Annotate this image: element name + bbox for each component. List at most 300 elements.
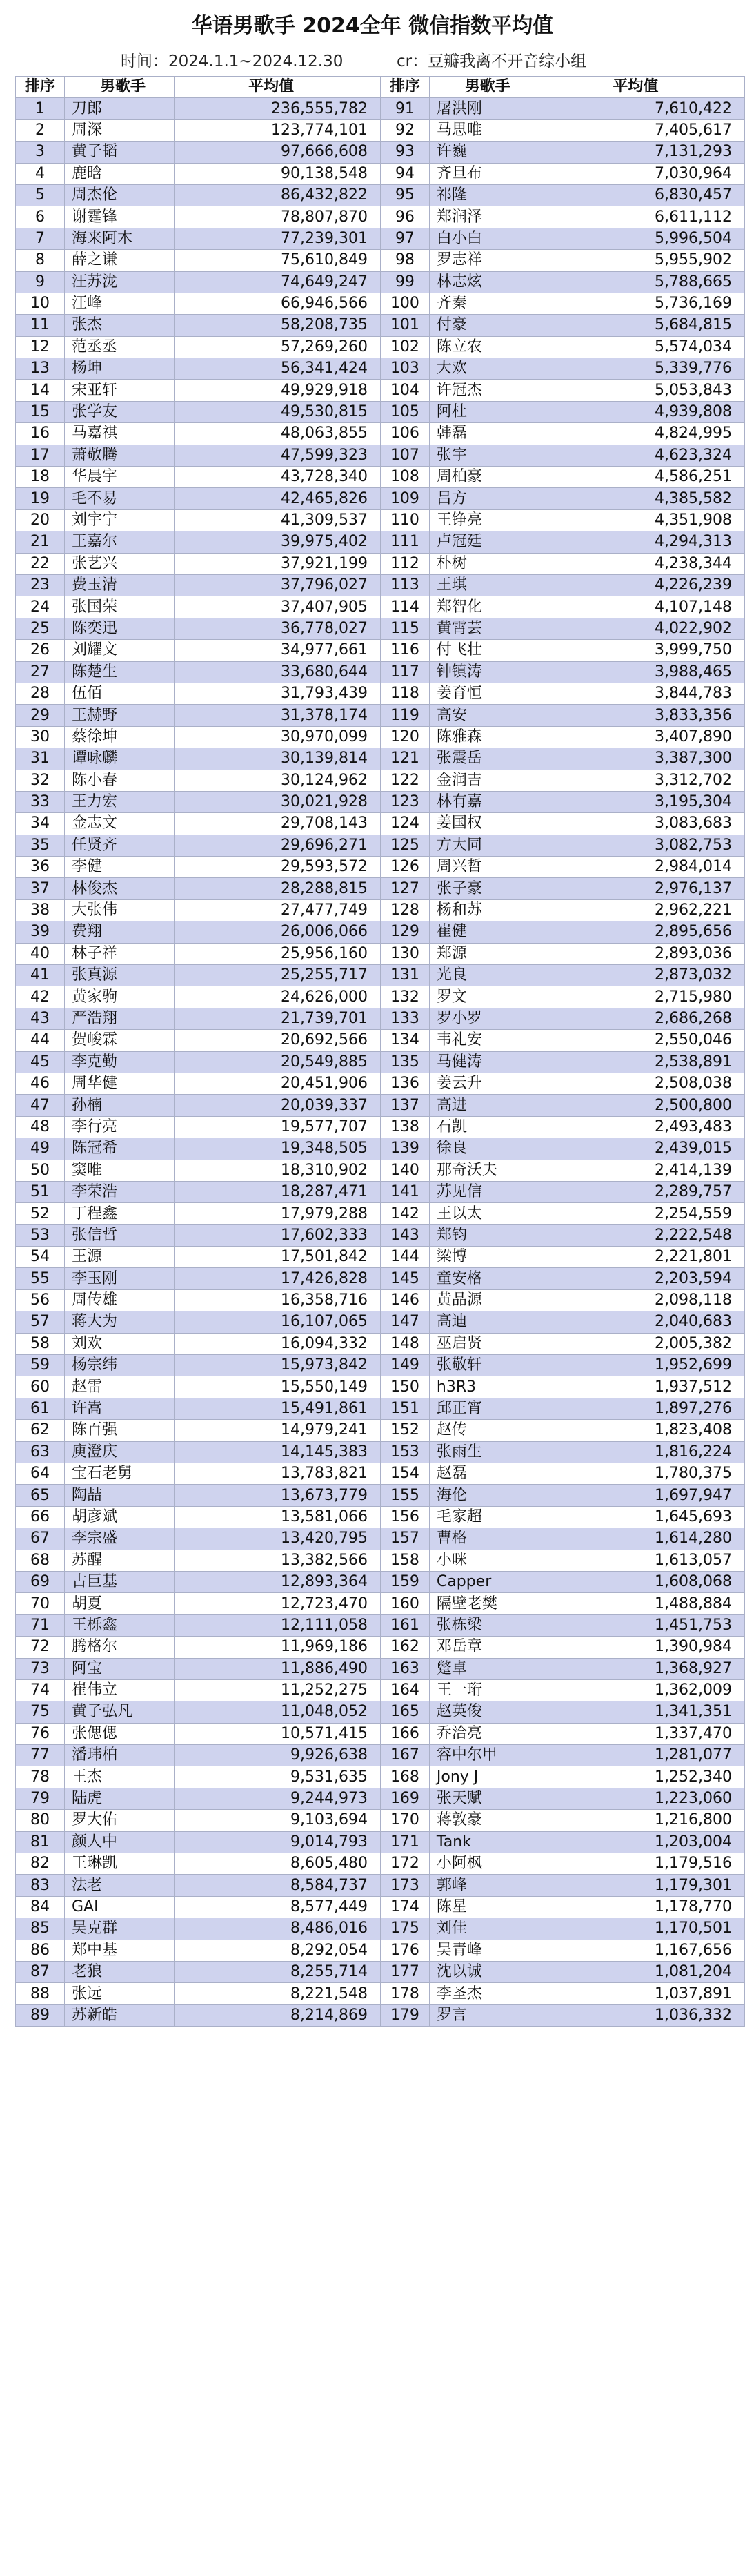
table-row <box>381 467 745 488</box>
rank-cell: 60 <box>16 1376 65 1398</box>
singer-name-cell: 刘耀文 <box>65 640 175 661</box>
average-value-cell: 19,577,707 <box>175 1116 381 1138</box>
singer-name-cell: 老狼 <box>65 1961 175 1982</box>
singer-name-cell: 古巨基 <box>65 1571 175 1592</box>
singer-name-cell: 高安 <box>429 705 539 726</box>
table-row <box>16 1983 381 2004</box>
rank-cell: 89 <box>16 2004 65 2026</box>
average-value-cell: 8,292,054 <box>175 1940 381 1961</box>
singer-name-cell: 张子豪 <box>429 878 539 899</box>
ranking-table-right <box>380 76 745 2027</box>
singer-name-cell: 巫启贤 <box>429 1333 539 1354</box>
singer-name-cell: 阿杜 <box>429 401 539 422</box>
average-value-cell: 1,613,057 <box>539 1550 744 1571</box>
average-value-cell: 1,037,891 <box>539 1983 744 2004</box>
singer-name-cell: 张真源 <box>65 965 175 986</box>
rank-cell: 50 <box>16 1160 65 1181</box>
average-value-cell: 2,414,139 <box>539 1160 744 1181</box>
table-row <box>381 1723 745 1744</box>
average-value-cell: 14,145,383 <box>175 1441 381 1463</box>
table-row <box>16 1181 381 1202</box>
average-value-cell: 3,999,750 <box>539 640 744 661</box>
average-value-cell: 1,252,340 <box>539 1766 744 1788</box>
table-row <box>381 1268 745 1289</box>
table-row <box>381 1051 745 1073</box>
singer-name-cell: Tank <box>429 1831 539 1853</box>
rank-cell: 65 <box>16 1485 65 1506</box>
table-row <box>381 705 745 726</box>
singer-name-cell: 丁程鑫 <box>65 1203 175 1224</box>
singer-name-cell: 腾格尔 <box>65 1637 175 1658</box>
average-value-cell: 18,287,471 <box>175 1181 381 1202</box>
average-value-cell: 1,167,656 <box>539 1940 744 1961</box>
table-row <box>16 206 381 228</box>
singer-name-cell: 罗大佑 <box>65 1810 175 1831</box>
singer-name-cell: 王以太 <box>429 1203 539 1224</box>
rank-cell: 153 <box>381 1441 430 1463</box>
table-row <box>16 1506 381 1528</box>
rank-cell: 37 <box>16 878 65 899</box>
singer-name-cell: 沈以诚 <box>429 1961 539 1982</box>
singer-name-cell: 任贤齐 <box>65 835 175 856</box>
singer-name-cell: 郑源 <box>429 943 539 964</box>
rank-cell: 172 <box>381 1853 430 1875</box>
table-row <box>381 98 745 119</box>
rank-cell: 21 <box>16 531 65 553</box>
table-row <box>16 1160 381 1181</box>
average-value-cell: 4,824,995 <box>539 423 744 445</box>
singer-name-cell: 马健涛 <box>429 1051 539 1073</box>
singer-name-cell: 陶喆 <box>65 1485 175 1506</box>
average-value-cell: 3,195,304 <box>539 791 744 812</box>
rank-cell: 118 <box>381 683 430 704</box>
average-value-cell: 2,550,046 <box>539 1030 744 1051</box>
singer-name-cell: Jony J <box>429 1766 539 1788</box>
table-row <box>381 1224 745 1246</box>
average-value-cell: 30,139,814 <box>175 748 381 770</box>
average-value-cell: 236,555,782 <box>175 98 381 119</box>
average-value-cell: 1,897,276 <box>539 1398 744 1419</box>
rank-cell: 77 <box>16 1745 65 1766</box>
rank-cell: 142 <box>381 1203 430 1224</box>
rank-cell: 57 <box>16 1311 65 1333</box>
table-row <box>381 163 745 184</box>
singer-name-cell: 郑钧 <box>429 1224 539 1246</box>
table-row <box>381 1138 745 1160</box>
singer-name-cell: 黄子弘凡 <box>65 1701 175 1723</box>
singer-name-cell: 齐旦布 <box>429 163 539 184</box>
table-row <box>16 1788 381 1809</box>
table-row <box>381 857 745 878</box>
average-value-cell: 16,094,332 <box>175 1333 381 1354</box>
singer-name-cell: 林有嘉 <box>429 791 539 812</box>
average-value-cell: 3,844,783 <box>539 683 744 704</box>
rank-cell: 54 <box>16 1247 65 1268</box>
singer-name-cell: 李圣杰 <box>429 1983 539 2004</box>
rank-cell: 51 <box>16 1181 65 1202</box>
table-row <box>16 1289 381 1311</box>
average-value-cell: 4,351,908 <box>539 509 744 531</box>
rank-cell: 55 <box>16 1268 65 1289</box>
singer-name-cell: 许嵩 <box>65 1398 175 1419</box>
singer-name-cell: 林俊杰 <box>65 878 175 899</box>
rank-cell: 78 <box>16 1766 65 1788</box>
singer-name-cell: 吴青峰 <box>429 1940 539 1961</box>
table-row <box>16 618 381 639</box>
rank-cell: 164 <box>381 1679 430 1701</box>
rank-cell: 104 <box>381 380 430 401</box>
singer-name-cell: 林志炫 <box>429 271 539 293</box>
average-value-cell: 20,039,337 <box>175 1095 381 1116</box>
rank-cell: 17 <box>16 445 65 466</box>
average-value-cell: 8,255,714 <box>175 1961 381 1982</box>
average-value-cell: 123,774,101 <box>175 119 381 141</box>
average-value-cell: 1,170,501 <box>539 1918 744 1940</box>
rank-cell: 87 <box>16 1961 65 1982</box>
singer-name-cell: 苏醒 <box>65 1550 175 1571</box>
average-value-cell: 2,538,891 <box>539 1051 744 1073</box>
rank-cell: 48 <box>16 1116 65 1138</box>
table-row <box>16 1420 381 1441</box>
rank-cell: 155 <box>381 1485 430 1506</box>
average-value-cell: 14,979,241 <box>175 1420 381 1441</box>
rank-cell: 127 <box>381 878 430 899</box>
rank-cell: 49 <box>16 1138 65 1160</box>
average-value-cell: 7,610,422 <box>539 98 744 119</box>
singer-name-cell: 赵传 <box>429 1420 539 1441</box>
singer-name-cell: 钟镇涛 <box>429 661 539 683</box>
average-value-cell: 2,984,014 <box>539 857 744 878</box>
rank-cell: 5 <box>16 184 65 206</box>
average-value-cell: 41,309,537 <box>175 509 381 531</box>
average-value-cell: 20,692,566 <box>175 1030 381 1051</box>
table-row <box>381 509 745 531</box>
table-row <box>381 184 745 206</box>
rank-cell: 10 <box>16 293 65 314</box>
singer-name-cell: 海来阿木 <box>65 228 175 249</box>
average-value-cell: 1,216,800 <box>539 1810 744 1831</box>
average-value-cell: 49,929,918 <box>175 380 381 401</box>
table-row <box>16 943 381 964</box>
rank-cell: 80 <box>16 1810 65 1831</box>
name-header: 男歌手 <box>429 77 539 98</box>
table-row <box>16 1810 381 1831</box>
rank-cell: 98 <box>381 250 430 271</box>
rank-cell: 117 <box>381 661 430 683</box>
average-value-cell: 5,684,815 <box>539 315 744 336</box>
singer-name-cell: 黄家驹 <box>65 986 175 1008</box>
singer-name-cell: 隔壁老樊 <box>429 1593 539 1614</box>
rank-cell: 119 <box>381 705 430 726</box>
average-value-cell: 2,962,221 <box>539 899 744 921</box>
singer-name-cell: 方大同 <box>429 835 539 856</box>
average-value-cell: 2,439,015 <box>539 1138 744 1160</box>
singer-name-cell: 张杰 <box>65 315 175 336</box>
table-row <box>16 835 381 856</box>
average-value-cell: 47,599,323 <box>175 445 381 466</box>
table-row <box>381 813 745 835</box>
singer-name-cell: 高进 <box>429 1095 539 1116</box>
singer-name-cell: 大张伟 <box>65 899 175 921</box>
rank-cell: 140 <box>381 1160 430 1181</box>
table-row <box>381 1030 745 1051</box>
singer-name-cell: 窦唯 <box>65 1160 175 1181</box>
rank-cell: 38 <box>16 899 65 921</box>
singer-name-cell: 小咪 <box>429 1550 539 1571</box>
average-value-cell: 2,873,032 <box>539 965 744 986</box>
average-value-cell: 3,387,300 <box>539 748 744 770</box>
rank-cell: 108 <box>381 467 430 488</box>
table-row <box>16 1658 381 1679</box>
average-value-cell: 30,970,099 <box>175 726 381 748</box>
average-value-cell: 1,362,009 <box>539 1679 744 1701</box>
table-row <box>16 1095 381 1116</box>
table-row <box>381 1766 745 1788</box>
rank-cell: 58 <box>16 1333 65 1354</box>
average-value-cell: 3,082,753 <box>539 835 744 856</box>
average-value-cell: 1,179,516 <box>539 1853 744 1875</box>
singer-name-cell: 张敬轩 <box>429 1355 539 1376</box>
rank-cell: 128 <box>381 899 430 921</box>
table-row <box>16 293 381 314</box>
singer-name-cell: 张栋梁 <box>429 1614 539 1636</box>
average-value-cell: 20,451,906 <box>175 1073 381 1094</box>
rank-cell: 44 <box>16 1030 65 1051</box>
singer-name-cell: 王赫野 <box>65 705 175 726</box>
table-row <box>16 1138 381 1160</box>
rank-cell: 141 <box>381 1181 430 1202</box>
average-value-cell: 8,584,737 <box>175 1875 381 1896</box>
singer-name-cell: 李宗盛 <box>65 1528 175 1550</box>
table-row <box>16 1550 381 1571</box>
average-value-cell: 66,946,566 <box>175 293 381 314</box>
rank-cell: 63 <box>16 1441 65 1463</box>
singer-name-cell: 王琪 <box>429 574 539 596</box>
table-row <box>381 986 745 1008</box>
rank-cell: 94 <box>381 163 430 184</box>
table-row <box>381 1810 745 1831</box>
table-row <box>16 1593 381 1614</box>
table-row <box>16 2004 381 2026</box>
table-row <box>16 1766 381 1788</box>
table-row <box>16 509 381 531</box>
rank-cell: 67 <box>16 1528 65 1550</box>
rank-cell: 32 <box>16 770 65 791</box>
average-value-cell: 15,491,861 <box>175 1398 381 1419</box>
singer-name-cell: 黄品源 <box>429 1289 539 1311</box>
singer-name-cell: 白小白 <box>429 228 539 249</box>
average-value-cell: 1,488,884 <box>539 1593 744 1614</box>
average-value-cell: 20,549,885 <box>175 1051 381 1073</box>
rank-cell: 82 <box>16 1853 65 1875</box>
table-row <box>16 1701 381 1723</box>
singer-name-cell: GAI <box>65 1896 175 1918</box>
table-row <box>16 531 381 553</box>
average-value-cell: 8,577,449 <box>175 1896 381 1918</box>
singer-name-cell: 容中尔甲 <box>429 1745 539 1766</box>
table-row <box>16 661 381 683</box>
average-value-cell: 18,310,902 <box>175 1160 381 1181</box>
average-value-cell: 2,254,559 <box>539 1203 744 1224</box>
singer-name-cell: 贺峻霖 <box>65 1030 175 1051</box>
average-value-cell: 4,238,344 <box>539 553 744 574</box>
table-row <box>16 921 381 943</box>
singer-name-cell: 李荣浩 <box>65 1181 175 1202</box>
table-row <box>381 770 745 791</box>
average-value-cell: 37,921,199 <box>175 553 381 574</box>
singer-name-cell: 王嘉尔 <box>65 531 175 553</box>
table-row <box>16 1940 381 1961</box>
average-value-cell: 36,778,027 <box>175 618 381 639</box>
rank-cell: 74 <box>16 1679 65 1701</box>
table-row <box>381 1637 745 1658</box>
average-value-cell: 24,626,000 <box>175 986 381 1008</box>
singer-name-cell: 邓岳章 <box>429 1637 539 1658</box>
rank-cell: 137 <box>381 1095 430 1116</box>
table-row <box>16 596 381 618</box>
table-row <box>16 1030 381 1051</box>
rank-cell: 36 <box>16 857 65 878</box>
rank-cell: 144 <box>381 1247 430 1268</box>
rank-cell: 178 <box>381 1983 430 2004</box>
rank-cell: 84 <box>16 1896 65 1918</box>
average-value-cell: 1,203,004 <box>539 1831 744 1853</box>
singer-name-cell: 胡夏 <box>65 1593 175 1614</box>
average-value-cell: 1,178,770 <box>539 1896 744 1918</box>
rank-cell: 156 <box>381 1506 430 1528</box>
singer-name-cell: 赵磊 <box>429 1463 539 1485</box>
average-value-cell: 13,673,779 <box>175 1485 381 1506</box>
average-value-cell: 6,611,112 <box>539 206 744 228</box>
average-value-cell: 1,341,351 <box>539 1701 744 1723</box>
table-row <box>381 596 745 618</box>
average-value-cell: 1,952,699 <box>539 1355 744 1376</box>
table-row <box>381 2004 745 2026</box>
average-value-cell: 57,269,260 <box>175 336 381 358</box>
table-row <box>381 380 745 401</box>
average-value-cell: 97,666,608 <box>175 142 381 163</box>
rank-cell: 13 <box>16 358 65 380</box>
table-row <box>381 1116 745 1138</box>
table-row <box>16 705 381 726</box>
rank-cell: 170 <box>381 1810 430 1831</box>
table-row <box>381 1376 745 1398</box>
singer-name-cell: 罗文 <box>429 986 539 1008</box>
rank-cell: 41 <box>16 965 65 986</box>
singer-name-cell: 蹩卓 <box>429 1658 539 1679</box>
singer-name-cell: 王源 <box>65 1247 175 1268</box>
singer-name-cell: 杨宗纬 <box>65 1355 175 1376</box>
rank-cell: 110 <box>381 509 430 531</box>
table-row <box>16 380 381 401</box>
singer-name-cell: 刘宇宁 <box>65 509 175 531</box>
average-value-cell: 9,926,638 <box>175 1745 381 1766</box>
average-value-cell: 2,895,656 <box>539 921 744 943</box>
table-row <box>381 1614 745 1636</box>
singer-name-cell: 汪苏泷 <box>65 271 175 293</box>
average-value-cell: 4,294,313 <box>539 531 744 553</box>
singer-name-cell: 付飞壮 <box>429 640 539 661</box>
rank-cell: 91 <box>381 98 430 119</box>
average-value-cell: 13,783,821 <box>175 1463 381 1485</box>
rank-cell: 72 <box>16 1637 65 1658</box>
singer-name-cell: 朴树 <box>429 553 539 574</box>
rank-cell: 154 <box>381 1463 430 1485</box>
rank-cell: 157 <box>381 1528 430 1550</box>
table-row <box>16 986 381 1008</box>
average-value-cell: 27,477,749 <box>175 899 381 921</box>
rank-cell: 114 <box>381 596 430 618</box>
rank-cell: 147 <box>381 1311 430 1333</box>
average-value-cell: 56,341,424 <box>175 358 381 380</box>
table-row <box>16 1853 381 1875</box>
header-row <box>381 77 745 98</box>
table-row <box>381 1203 745 1224</box>
rank-cell: 33 <box>16 791 65 812</box>
table-row <box>381 683 745 704</box>
rank-cell: 6 <box>16 206 65 228</box>
average-value-cell: 1,645,693 <box>539 1506 744 1528</box>
average-value-cell: 12,893,364 <box>175 1571 381 1592</box>
singer-name-cell: 马思唯 <box>429 119 539 141</box>
table-row <box>16 467 381 488</box>
rank-cell: 52 <box>16 1203 65 1224</box>
table-row <box>381 1463 745 1485</box>
singer-name-cell: 祁隆 <box>429 184 539 206</box>
average-value-cell: 7,131,293 <box>539 142 744 163</box>
rank-cell: 28 <box>16 683 65 704</box>
average-value-cell: 19,348,505 <box>175 1138 381 1160</box>
average-value-cell: 37,407,905 <box>175 596 381 618</box>
average-value-cell: 5,736,169 <box>539 293 744 314</box>
table-row <box>381 293 745 314</box>
table-row <box>16 488 381 509</box>
singer-name-cell: 陈雅森 <box>429 726 539 748</box>
singer-name-cell: 周兴哲 <box>429 857 539 878</box>
average-value-cell: 4,586,251 <box>539 467 744 488</box>
table-row <box>16 1311 381 1333</box>
average-value-cell: 25,956,160 <box>175 943 381 964</box>
rank-cell: 20 <box>16 509 65 531</box>
table-row <box>381 423 745 445</box>
rank-cell: 39 <box>16 921 65 943</box>
table-row <box>16 640 381 661</box>
average-value-cell: 75,610,849 <box>175 250 381 271</box>
table-row <box>16 358 381 380</box>
table-row <box>381 1658 745 1679</box>
value-header: 平均值 <box>175 77 381 98</box>
singer-name-cell: 齐秦 <box>429 293 539 314</box>
rank-cell: 126 <box>381 857 430 878</box>
rank-cell: 152 <box>381 1420 430 1441</box>
rank-cell: 163 <box>381 1658 430 1679</box>
average-value-cell: 48,063,855 <box>175 423 381 445</box>
average-value-cell: 9,244,973 <box>175 1788 381 1809</box>
table-row <box>381 1247 745 1268</box>
table-row <box>381 358 745 380</box>
table-row <box>381 1441 745 1463</box>
table-row <box>381 1788 745 1809</box>
table-row <box>381 1550 745 1571</box>
average-value-cell: 1,036,332 <box>539 2004 744 2026</box>
rank-cell: 130 <box>381 943 430 964</box>
singer-name-cell: 范丞丞 <box>65 336 175 358</box>
rank-cell: 150 <box>381 1376 430 1398</box>
average-value-cell: 11,048,052 <box>175 1701 381 1723</box>
average-value-cell: 4,939,808 <box>539 401 744 422</box>
table-row <box>381 1831 745 1853</box>
average-value-cell: 11,252,275 <box>175 1679 381 1701</box>
